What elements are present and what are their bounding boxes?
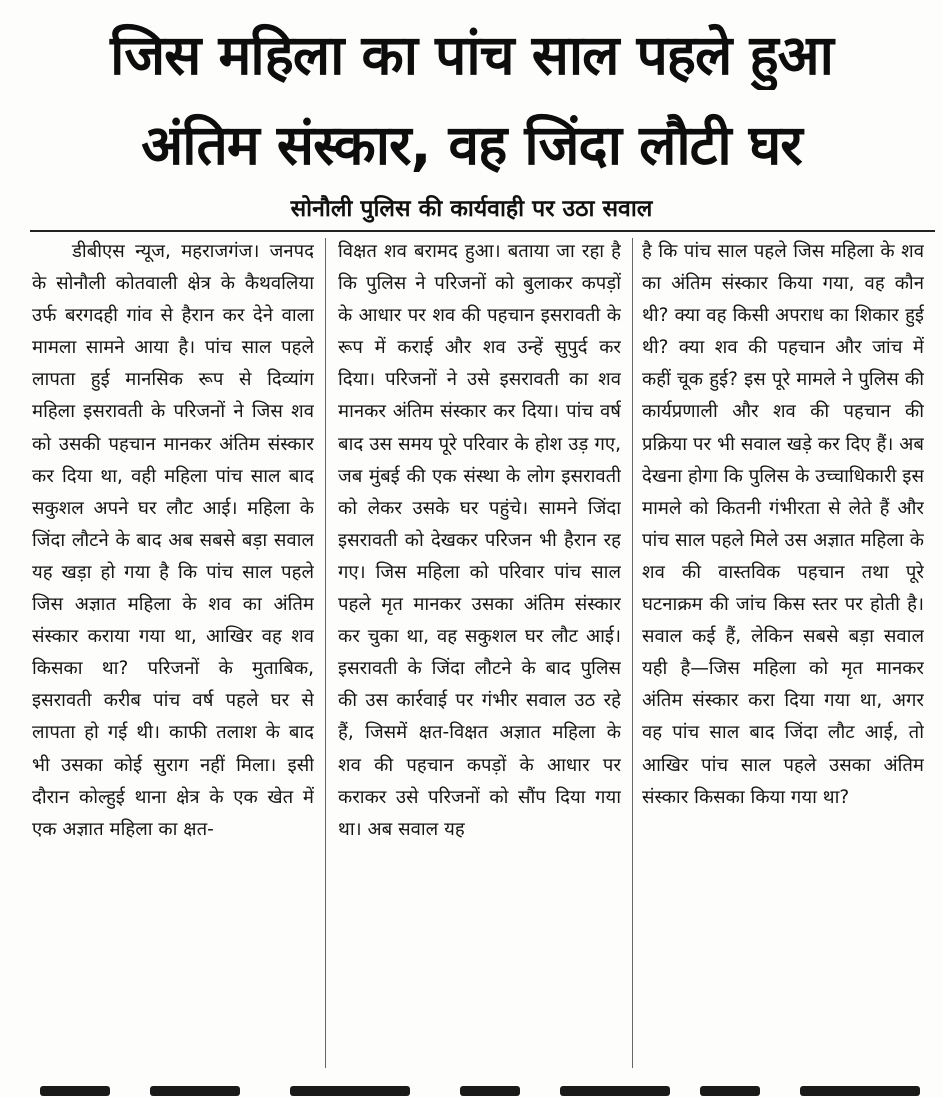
article-column-3: है कि पांच साल पहले जिस महिला के शव का अंतिम संस्कार किया गया, वह कौन थी? क्या वह किसी अपराध का शिकार हुई थी? क्या शव की पहचान और जांच में कहीं चूक हुई? इस पूरे मामले ने पुलिस की कार्यप्रणाली और शव की पहचान की प्रक्रिया पर भी सवाल खड़े कर दिए हैं। अब देखना होगा कि पुलिस के उच्चाधिकारी इस मामले को कितनी गंभीरता से लेते हैं और पांच साल पहले मिले उस अज्ञात महिला के शव की वास्तविक पहचान तथा पूरे घटनाक्रम की जांच किस स्तर पर होती है। सवाल कई हैं, लेकिन सबसे बड़ा सवाल यही है—जिस महिला को मृत मानकर अंतिम संस्कार करा दिया गया था, अगर वह पांच साल बाद जिंदा लौट आई, तो आखिर पांच साल पहले उसका अंतिम संस्कार किसका किया गया था?: [642, 241, 924, 808]
subheadline: सोनौली पुलिस की कार्यवाही पर उठा सवाल: [290, 196, 653, 222]
article-column-2: विक्षत शव बरामद हुआ। बताया जा रहा है कि पुलिस ने परिजनों को बुलाकर कपड़ों के आधार पर शव की पहचान इसरावती के रूप में कराई और शव उन्हें सुपुर्द कर दिया। परिजनों ने उसे इसरावती का शव मानकर अंतिम संस्कार कर दिया। पांच वर्ष बाद उस समय पूरे परिवार के होश उड़ गए, जब मुंबई की एक संस्था के लोग इसरावती को लेकर उसके घर पहुंचे। सामने जिंदा इसरावती को देखकर परिजन भी हैरान रह गए। जिस महिला को परिवार पांच साल पहले मृत मानकर उसका अंतिम संस्कार कर चुका था, वह सकुशल घर लौट आई। इसरावती के जिंदा लौटने के बाद पुलिस की उस कार्रवाई पर गंभीर सवाल उठ रहे हैं, जिसमें क्षत-विक्षत अज्ञात महिला के शव की पहचान कपड़ों के आधार पर कराकर उसे परिजनों को सौंप दिया गया था। अब सवाल यह: [338, 241, 621, 840]
headline-line-1: जिस महिला का पांच साल पहले हुआ: [110, 23, 833, 87]
column-divider-2: [632, 238, 633, 1068]
article-column-1: डीबीएस न्यूज, महराजगंज। जनपद के सोनौली कोतवाली क्षेत्र के कैथवलिया उर्फ बरगदही गांव से हैरान कर देने वाला मामला सामने आया है। पांच साल पहले लापता हुई मानसिक रूप से दिव्यांग महिला इसरावती के परिजनों ने जिस शव को उसकी पहचान मानकर अंतिम संस्कार कर दिया था, वही महिला पांच साल बाद सकुशल अपने घर लौट आई। महिला के जिंदा लौटने के बाद अब सबसे बड़ा सवाल यह खड़ा हो गया है कि पांच साल पहले जिस अज्ञात महिला के शव का अंतिम संस्कार कराया गया था, आखिर वह शव किसका था? परिजनों के मुताबिक, इसरावती करीब पांच वर्ष पहले घर से लापता हो गई थी। काफी तलाश के बाद भी उसका कोई सुराग नहीं मिला। इसी दौरान कोल्हुई थाना क्षेत्र के एक खेत में एक अज्ञात महिला का क्षत-: [32, 241, 314, 840]
subheadline-rule: [30, 230, 935, 232]
cropped-next-headline: [0, 1082, 943, 1098]
column-divider-1: [325, 238, 326, 1068]
headline-line-2: अंतिम संस्कार, वह जिंदा लौटी घर: [141, 113, 802, 177]
